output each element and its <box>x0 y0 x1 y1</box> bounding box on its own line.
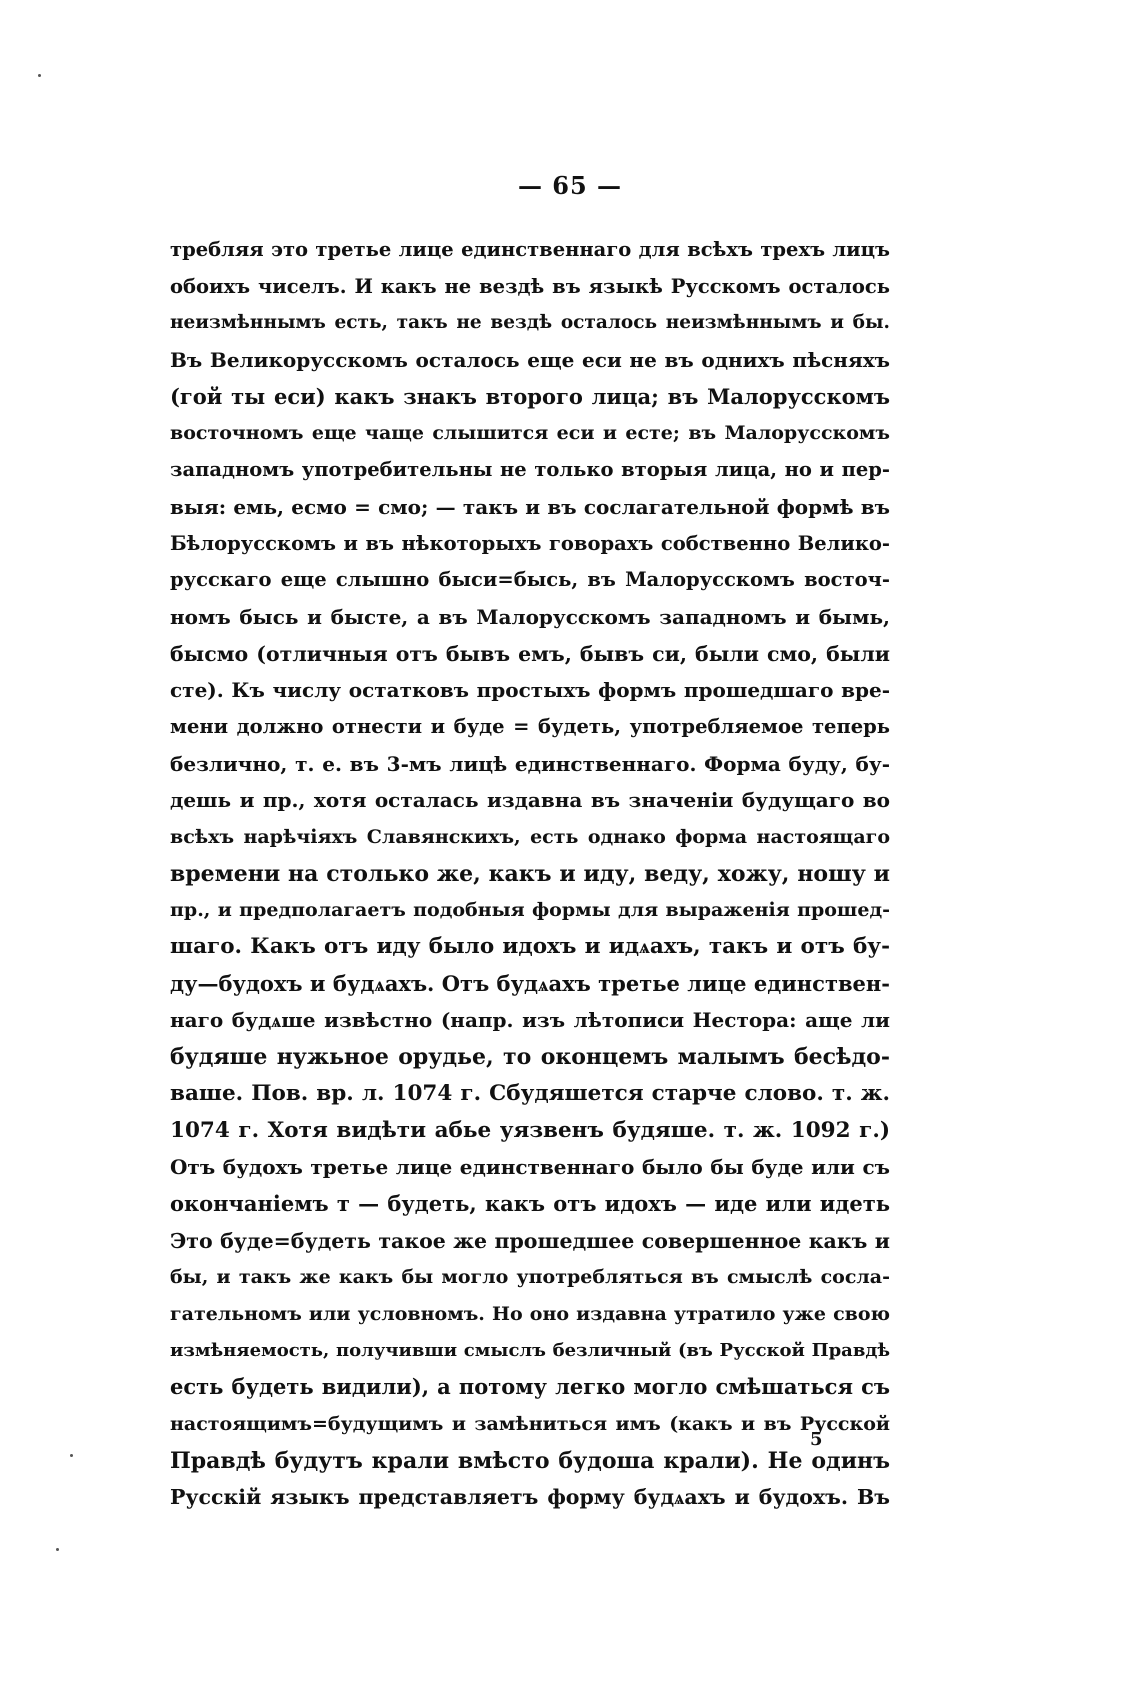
paper-speck <box>70 1454 73 1457</box>
text-line: обоихъ чиселъ. И какъ не вездѣ въ языкѣ Русскомъ осталось <box>170 274 890 298</box>
text-line: (гой ты еси) какъ знакъ второго лица; въ Малорусскомъ <box>170 383 890 409</box>
text-line: выя: емь, есмо = смо; — такъ и въ сослагательной формѣ въ <box>170 494 890 519</box>
text-line: безлично, т. е. въ 3-мъ лицѣ единственнаго. Форма буду, бу- <box>170 751 890 776</box>
paper-speck <box>38 74 41 77</box>
text-line: всѣхъ нарѣчiяхъ Славянскихъ, есть однако форма настоящаго <box>170 826 890 848</box>
text-line: ваше. Пов. вр. л. 1074 г. Сбудяшется старче слово. т. ж. <box>170 1080 890 1106</box>
text-line: измѣняемость, получивши смыслъ безличный (въ Русской Правдѣ <box>170 1339 890 1361</box>
text-line: номъ бысь и бысте, а въ Малорусскомъ западномъ и бымь, <box>170 604 890 629</box>
text-line: настоящимъ=будущимъ и замѣниться имъ (какъ и въ Русской <box>170 1413 890 1435</box>
signature-mark: 5 <box>810 1429 823 1450</box>
text-line: русскаго еще слышно быси=бысь, въ Малорусскомъ восточ- <box>170 568 890 592</box>
text-line: ду—будохъ и будѧахъ. Отъ будѧахъ третье лице единствен- <box>170 970 890 996</box>
text-line: Въ Великорусскомъ осталось еще еси не въ одниxъ пѣсняхъ <box>170 348 890 373</box>
body-text <box>170 232 890 1516</box>
text-line: дешь и пр., хотя осталась издавна въ значенiи будущаго во <box>170 788 890 813</box>
text-line: Отъ будохъ третье лице единственнаго было бы буде или съ <box>170 1155 890 1180</box>
text-line: Русскiй языкъ представляетъ форму будѧахъ и будохъ. Въ <box>170 1485 890 1510</box>
text-line: наго будѧше извѣстно (напр. изъ лѣтописи Нестора: аще ли <box>170 1008 890 1033</box>
text-line: Правдѣ будутъ крали вмѣсто будоша крали). Не одинъ <box>170 1447 890 1474</box>
text-line: гательномъ или условномъ. Но оно издавна утратило уже свою <box>170 1302 890 1325</box>
text-line: окончанiемъ т — будеть, какъ отъ идохъ — иде или идеть <box>170 1190 890 1216</box>
text-line: времени на столько же, какъ и иду, веду, хожу, ношу и <box>170 860 890 887</box>
text-line: будяше нужьное орудье, то оконцемъ малымъ бесѣдо- <box>170 1044 890 1071</box>
text-line: западномъ употребительны не только вторыя лица, но и пер- <box>170 458 890 482</box>
text-line: 1074 г. Хотя видѣти абье уязвенъ будяше. т. ж. 1092 г.) <box>170 1117 890 1143</box>
text-line: неизмѣннымъ есть, такъ не вездѣ осталось неизмѣннымъ и бы. <box>170 312 890 334</box>
paper-speck <box>56 1548 59 1551</box>
text-line: бы, и такъ же какъ бы могло употребляться въ смыслѣ сосла- <box>170 1266 890 1289</box>
text-line: восточномъ еще чаще слышится еси и есте; въ Малорусскомъ <box>170 422 890 445</box>
text-line: есть будеть видили), а потому легко могло смѣшаться съ <box>170 1374 890 1400</box>
text-line: пр., и предполагаетъ подобныя формы для выраженiя прошед- <box>170 899 890 922</box>
text-line: шаго. Какъ отъ иду было идохъ и идѧахъ, такъ и отъ бу- <box>170 934 890 960</box>
text-line: мени должно отнести и буде = будеть, употребляемое теперь <box>170 714 890 738</box>
text-line: Это буде=будеть такое же прошедшее совершенное какъ и <box>170 1228 890 1253</box>
text-line: бысмо (отличныя отъ бывъ емъ, бывъ си, были смо, были <box>170 641 890 666</box>
text-line: сте). Къ числу остатковъ простыхъ формъ прошедшаго вре- <box>170 678 890 703</box>
text-line: Бѣлорусскомъ и въ нѣкоторыхъ говорахъ собственно Велико- <box>170 531 890 555</box>
text-line: требляя это третье лице единственнаго для всѣхъ трехъ лицъ <box>170 238 890 261</box>
page-number: — 65 — <box>517 171 623 200</box>
